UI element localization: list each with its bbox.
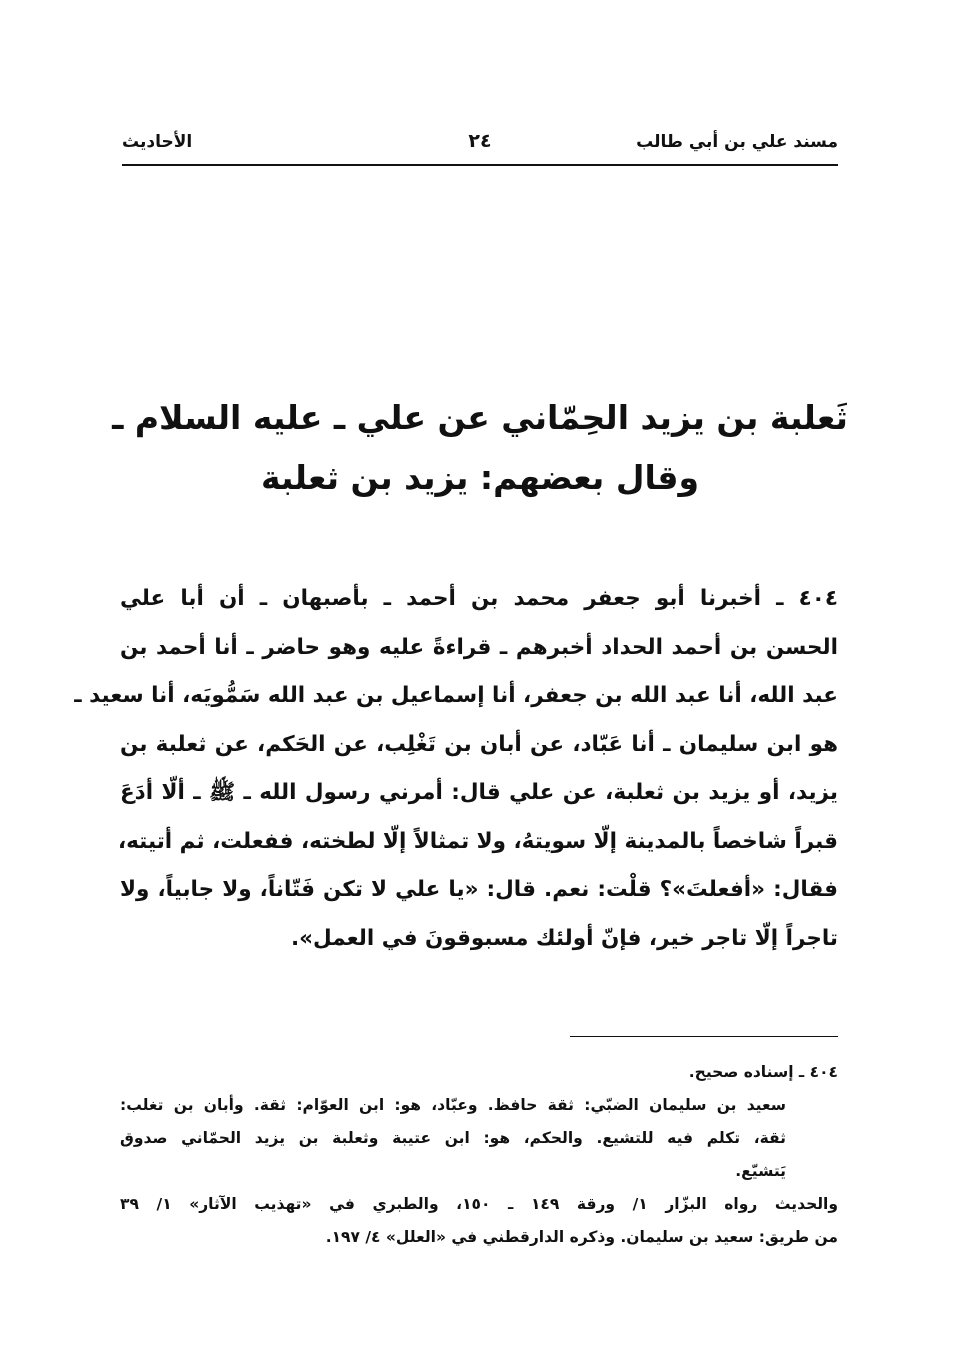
footnote-divider: [570, 1036, 838, 1037]
hadith-line: قبراً شاخصاً بالمدينة إلّا سويتهُ، ولا تمثالاً إلّا لطخته، ففعلت، ثم أتيته،: [117, 828, 838, 854]
hadith-line: عبد الله، أنا عبد الله بن جعفر، أنا إسماعيل بن عبد الله سَمُّويَه، أنا سعيد ـ: [74, 683, 838, 708]
footnote-line: والحديث رواه البزّار ١/ ورقة ١٤٩ ـ ١٥٠، والطبري في «تهذيب الآثار» ١/ ٣٩: [120, 1195, 839, 1213]
chapter-title-line-1: ثَعلبة بن يزيد الحِمّاني عن علي ـ عليه السلام ـ: [112, 398, 848, 437]
section-name: الأحاديث: [122, 132, 193, 152]
hadith-line: فقال: «أفعلتَ»؟ قلْت: نعم. قال: «يا علي لا تكن فَتّاناً، ولا جابياً، ولا: [120, 877, 838, 902]
hadith-line: يزيد، أو يزيد بن ثعلبة، عن علي قال: أمرني رسول الله ـ ﷺ ـ ألّا أدَعَ: [120, 780, 838, 805]
footnotes: [120, 1056, 838, 1254]
book-title: مسند علي بن أبي طالب: [636, 132, 838, 152]
footnote-line: يَتشيّع.: [735, 1162, 786, 1180]
header-divider: [122, 164, 838, 166]
running-header: [122, 126, 838, 162]
chapter-title-line-2: وقال بعضهم: يزيد بن ثعلبة: [261, 458, 699, 497]
footnote-line: سعيد بن سليمان الضبّي: ثقة حافظ. وعبّاد، هو: ابن العوّام: ثقة. وأبان بن تغلب:: [120, 1096, 786, 1114]
hadith-line: هو ابن سليمان ـ أنا عَبّاد، عن أبان بن تَغْلِب، عن الحَكم، عن ثعلبة بن: [120, 731, 838, 757]
page-number: ٢٤: [468, 130, 492, 152]
hadith-line: ٤٠٤ ـ أخبرنا أبو جعفر محمد بن أحمد ـ بأصبهان ـ أن أبا علي: [120, 586, 838, 611]
hadith-text: [74, 575, 838, 963]
hadith-line: تاجراً إلّا تاجر خير، فإنّ أولئك مسبوقونَ في العمل».: [290, 925, 838, 951]
hadith-line: الحسن بن أحمد الحداد أخبرهم ـ قراءةً عليه وهو حاضر ـ أنا أحمد بن: [120, 634, 838, 660]
chapter-title: [110, 388, 850, 508]
footnote-line: ثقة، تكلم فيه للتشيع. والحكم، هو: ابن عتيبة وثعلبة بن يزيد الحمّاني صدوق: [120, 1129, 786, 1147]
footnote-line: ٤٠٤ ـ إسناده صحيح.: [688, 1063, 838, 1081]
footnote-line: من طريق: سعيد بن سليمان. وذكره الدارقطني في «العلل» ٤/ ١٩٧.: [325, 1228, 838, 1246]
